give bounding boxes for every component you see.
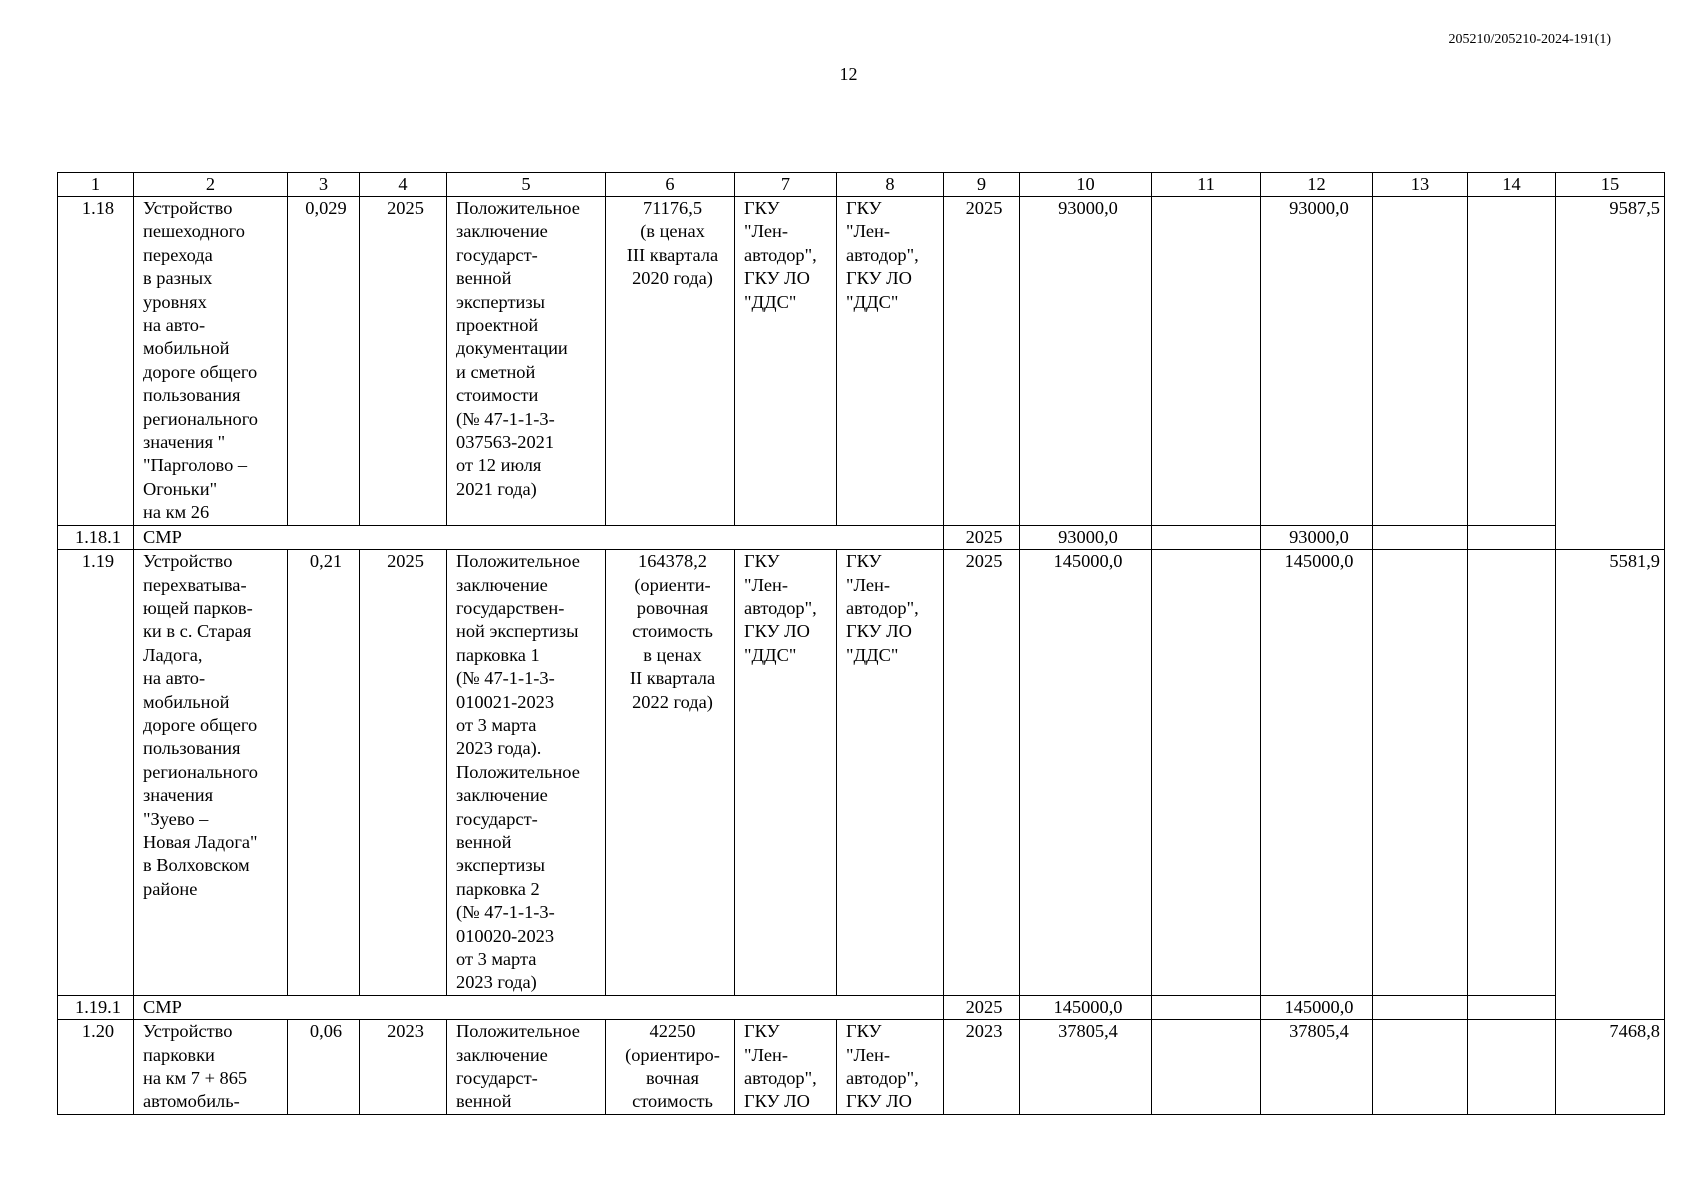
- cell-line: автодор",: [744, 244, 817, 265]
- cell-line: III квартала: [626, 244, 719, 265]
- cell-line: значения: [143, 785, 214, 806]
- col-15-value: 5581,9: [1556, 550, 1665, 1020]
- header-cell: 4: [360, 173, 447, 197]
- cell-line: стоимости: [456, 385, 539, 406]
- cell-line: "ДДС": [846, 291, 899, 312]
- data-table: [57, 172, 1665, 1115]
- cell-line: ГКУ ЛО: [744, 268, 810, 289]
- cell-line: 2023 года).: [456, 738, 542, 759]
- cell-line: перехватыва-: [143, 574, 247, 595]
- executor: [837, 550, 944, 996]
- cell-line: парковка 1: [456, 644, 540, 665]
- header-cell: 2: [134, 173, 288, 197]
- col-11-value: [1152, 995, 1261, 1019]
- cell-line: венной: [456, 268, 512, 289]
- header-cell: 3: [288, 173, 360, 197]
- cell-line: венной: [456, 831, 512, 852]
- customer: [735, 550, 837, 996]
- row-number: 1.19.1: [58, 995, 134, 1019]
- customer: [735, 197, 837, 526]
- cell-line: заключение: [456, 574, 548, 595]
- cell-line: от 3 марта: [456, 714, 537, 735]
- object-name: [134, 197, 288, 526]
- page-number: 12: [839, 64, 858, 84]
- document-reference: [447, 197, 606, 526]
- cell-line: автодор",: [744, 597, 817, 618]
- executor: [837, 197, 944, 526]
- col-14-value: [1468, 197, 1556, 526]
- cell-line: (ориентиро-: [625, 1044, 720, 1065]
- header-cell: 15: [1556, 173, 1665, 197]
- year-value: 2023: [360, 1020, 447, 1115]
- cell-line: ГКУ: [744, 551, 780, 572]
- header-row: [58, 173, 1665, 197]
- col-11-value: [1152, 197, 1261, 526]
- cell-line: заключение: [456, 221, 548, 242]
- cell-line: (№ 47-1-1-3-: [456, 668, 555, 689]
- cell-line: "Лен-: [744, 1044, 788, 1065]
- cell-line: дороге общего: [143, 714, 258, 735]
- cell-line: венной: [456, 1091, 512, 1112]
- cell-line: ГКУ: [846, 1021, 882, 1042]
- cell-line: на км 26: [143, 502, 210, 523]
- cell-line: 010021-2023: [456, 691, 555, 712]
- col-11-value: [1152, 525, 1261, 549]
- cell-line: (№ 47-1-1-3-: [456, 902, 555, 923]
- cell-line: 010020-2023: [456, 925, 555, 946]
- cell-line: пешеходного: [143, 221, 245, 242]
- cell-line: регионального: [143, 408, 258, 429]
- cell-line: стоимость: [632, 1091, 713, 1112]
- col-11-value: [1152, 550, 1261, 996]
- cell-line: "Парголово –: [143, 455, 248, 476]
- cell-line: Положительное: [456, 551, 580, 572]
- cell-line: Положительное: [456, 1021, 580, 1042]
- cell-line: экспертизы: [456, 291, 545, 312]
- header-cell: 9: [944, 173, 1020, 197]
- cell-line: Положительное: [456, 198, 580, 218]
- col-14-value: [1468, 550, 1556, 996]
- cell-line: государст-: [456, 1068, 538, 1089]
- cell-line: на авто-: [143, 315, 206, 336]
- cell-line: заключение: [456, 1044, 548, 1065]
- estimated-cost: [606, 1020, 735, 1115]
- financing-year: 2025: [944, 525, 1020, 549]
- cell-line: автодор",: [846, 244, 919, 265]
- cell-line: Положительное: [456, 761, 580, 782]
- table-row: [58, 550, 1665, 996]
- work-type-label: СМР: [134, 995, 944, 1019]
- col-12-value: 93000,0: [1261, 197, 1373, 526]
- cell-line: "Лен-: [744, 574, 788, 595]
- table-row: [58, 197, 1665, 526]
- cell-line: на авто-: [143, 668, 206, 689]
- cell-line: ГКУ: [744, 198, 780, 218]
- cell-line: "Лен-: [744, 221, 788, 242]
- cell-line: 164378,2: [638, 551, 707, 572]
- col-13-value: [1373, 525, 1468, 549]
- cell-line: 037563-2021: [456, 432, 555, 453]
- cell-line: 42250: [649, 1021, 696, 1042]
- cell-line: ГКУ ЛО: [846, 1091, 912, 1112]
- cell-line: заключение: [456, 785, 548, 806]
- cell-line: Устройство: [143, 198, 233, 218]
- cell-line: в разных: [143, 268, 213, 289]
- cell-line: автодор",: [846, 1068, 919, 1089]
- header-cell: 7: [735, 173, 837, 197]
- table-row: [58, 1020, 1665, 1115]
- cell-line: 2022 года): [632, 691, 713, 712]
- cell-line: Ладога,: [143, 644, 203, 665]
- cell-line: мобильной: [143, 338, 230, 359]
- cell-line: государствен-: [456, 597, 565, 618]
- table-row: [58, 995, 1665, 1019]
- cell-line: ГКУ ЛО: [744, 1091, 810, 1112]
- total-amount: 93000,0: [1020, 197, 1152, 526]
- total-amount: 93000,0: [1020, 525, 1152, 549]
- cell-line: (ориенти-: [634, 574, 711, 595]
- cell-line: "ДДС": [744, 644, 797, 665]
- cell-line: автомобиль-: [143, 1091, 240, 1112]
- cell-line: "ДДС": [744, 291, 797, 312]
- cell-line: 2020 года): [632, 268, 713, 289]
- cell-line: Устройство: [143, 551, 233, 572]
- cell-line: Устройство: [143, 1021, 233, 1042]
- col-12-value: 37805,4: [1261, 1020, 1373, 1115]
- cell-line: в Волховском: [143, 855, 250, 876]
- cell-line: ГКУ: [846, 551, 882, 572]
- length-value: 0,029: [288, 197, 360, 526]
- cell-line: государст-: [456, 808, 538, 829]
- cell-line: пользования: [143, 738, 241, 759]
- col-15-value: 9587,5: [1556, 197, 1665, 550]
- cell-line: вочная: [646, 1068, 699, 1089]
- cell-line: в ценах: [643, 644, 702, 665]
- cell-line: дороге общего: [143, 361, 258, 382]
- cell-line: ГКУ ЛО: [846, 621, 912, 642]
- row-number: 1.19: [58, 550, 134, 996]
- total-amount: 145000,0: [1020, 550, 1152, 996]
- cell-line: от 12 июля: [456, 455, 542, 476]
- customer: [735, 1020, 837, 1115]
- col-13-value: [1373, 1020, 1468, 1115]
- cell-line: ки в с. Старая: [143, 621, 252, 642]
- cell-line: государст-: [456, 244, 538, 265]
- cell-line: 2021 года): [456, 478, 537, 499]
- year-value: 2025: [360, 197, 447, 526]
- length-value: 0,21: [288, 550, 360, 996]
- cell-line: "Лен-: [846, 221, 890, 242]
- cell-line: автодор",: [846, 597, 919, 618]
- cell-line: Огоньки": [143, 478, 218, 499]
- cell-line: (№ 47-1-1-3-: [456, 408, 555, 429]
- col-13-value: [1373, 550, 1468, 996]
- cell-line: "Лен-: [846, 1044, 890, 1065]
- cell-line: "Лен-: [846, 574, 890, 595]
- cell-line: парковка 2: [456, 878, 540, 899]
- cell-line: экспертизы: [456, 855, 545, 876]
- total-amount: 37805,4: [1020, 1020, 1152, 1115]
- cell-line: перехода: [143, 244, 213, 265]
- cell-line: ГКУ ЛО: [846, 268, 912, 289]
- col-12-value: 145000,0: [1261, 995, 1373, 1019]
- document-reference: [447, 550, 606, 996]
- total-amount: 145000,0: [1020, 995, 1152, 1019]
- financing-year: 2025: [944, 995, 1020, 1019]
- table-row: [58, 525, 1665, 549]
- col-13-value: [1373, 197, 1468, 526]
- estimated-cost: [606, 197, 735, 526]
- object-name: [134, 1020, 288, 1115]
- cell-line: проектной: [456, 315, 539, 336]
- col-12-value: 93000,0: [1261, 525, 1373, 549]
- financing-year: 2023: [944, 1020, 1020, 1115]
- cell-line: и сметной: [456, 361, 536, 382]
- col-14-value: [1468, 995, 1556, 1019]
- cell-line: ГКУ ЛО: [744, 621, 810, 642]
- header-cell: 10: [1020, 173, 1152, 197]
- cell-line: пользования: [143, 385, 241, 406]
- header-cell: 8: [837, 173, 944, 197]
- estimated-cost: [606, 550, 735, 996]
- cell-line: "ДДС": [846, 644, 899, 665]
- cell-line: ной экспертизы: [456, 621, 579, 642]
- header-cell: 12: [1261, 173, 1373, 197]
- financing-year: 2025: [944, 197, 1020, 526]
- cell-line: на км 7 + 865: [143, 1068, 248, 1089]
- header-cell: 11: [1152, 173, 1261, 197]
- executor: [837, 1020, 944, 1115]
- row-number: 1.18: [58, 197, 134, 526]
- cell-line: ГКУ: [846, 198, 882, 218]
- col-13-value: [1373, 995, 1468, 1019]
- col-11-value: [1152, 1020, 1261, 1115]
- cell-line: Новая Ладога": [143, 831, 258, 852]
- work-type-label: СМР: [134, 525, 944, 549]
- cell-line: мобильной: [143, 691, 230, 712]
- cell-line: ющей парков-: [143, 597, 253, 618]
- header-cell: 13: [1373, 173, 1468, 197]
- year-value: 2025: [360, 550, 447, 996]
- cell-line: регионального: [143, 761, 258, 782]
- document-reference: [447, 1020, 606, 1115]
- cell-line: стоимость: [632, 621, 713, 642]
- header-cell: 1: [58, 173, 134, 197]
- row-number: 1.18.1: [58, 525, 134, 549]
- cell-line: 71176,5: [642, 198, 703, 218]
- cell-line: "Зуево –: [143, 808, 209, 829]
- cell-line: (в ценах: [640, 221, 705, 242]
- object-name: [134, 550, 288, 996]
- col-12-value: 145000,0: [1261, 550, 1373, 996]
- cell-line: документации: [456, 338, 568, 359]
- col-14-value: [1468, 525, 1556, 549]
- cell-line: от 3 марта: [456, 949, 537, 969]
- cell-line: парковки: [143, 1044, 215, 1065]
- header-cell: 14: [1468, 173, 1556, 197]
- col-15-value: 7468,8: [1556, 1020, 1665, 1115]
- cell-line: автодор",: [744, 1068, 817, 1089]
- header-cell: 5: [447, 173, 606, 197]
- cell-line: ГКУ: [744, 1021, 780, 1042]
- row-number: 1.20: [58, 1020, 134, 1115]
- cell-line: районе: [143, 878, 198, 899]
- cell-line: уровнях: [143, 291, 207, 312]
- document-id: 205210/205210-2024-191(1): [1448, 32, 1611, 47]
- length-value: 0,06: [288, 1020, 360, 1115]
- cell-line: значения ": [143, 432, 226, 453]
- financing-year: 2025: [944, 550, 1020, 996]
- cell-line: II квартала: [629, 668, 716, 689]
- col-14-value: [1468, 1020, 1556, 1115]
- cell-line: ровочная: [636, 597, 709, 618]
- cell-line: 2023 года): [456, 972, 537, 993]
- header-cell: 6: [606, 173, 735, 197]
